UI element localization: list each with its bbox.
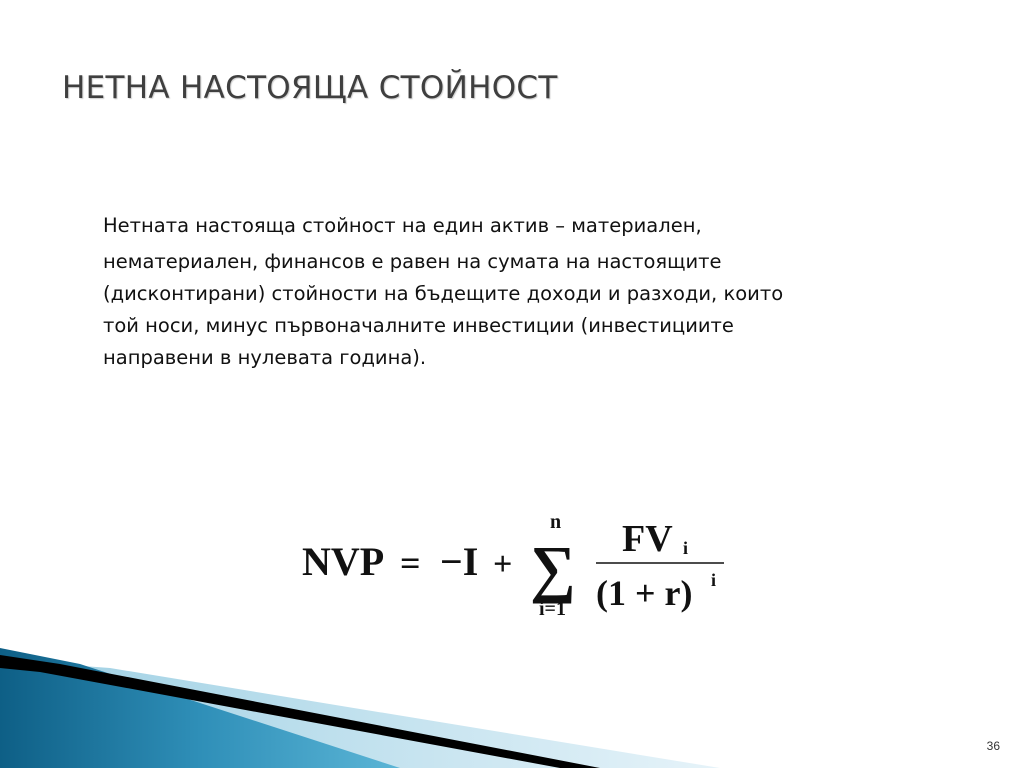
denominator: (1 + r) (596, 573, 693, 613)
formula-minus-i: −I (440, 539, 479, 584)
denominator-exponent: i (711, 570, 717, 590)
formula-plus: + (493, 546, 513, 583)
paragraph-line: той носи, минус първоначалните инвестиции (инвестициите (103, 314, 734, 337)
paragraph-line: направени в нулевата година). (103, 346, 427, 369)
slide-title: НЕТНА НАСТОЯЩА СТОЙНОСТ (62, 70, 558, 106)
formula-equals: = (400, 543, 421, 583)
page-number: 36 (986, 739, 1000, 753)
paragraph-line: нематериален, финансов е равен на сумата на настоящите (103, 250, 722, 273)
numerator-subscript: i (683, 538, 689, 558)
paragraph-line: (дисконтирани) стойности на бъдещите доходи и разходи, които (103, 282, 784, 305)
sum-symbol: ∑ (530, 533, 576, 604)
sum-lower-limit: i=1 (539, 598, 566, 620)
sum-upper-limit: n (550, 511, 562, 533)
paragraph-line: Нетната настояща стойност на един актив – материален, (103, 214, 702, 237)
formula-lhs: NVP (302, 539, 385, 584)
numerator: FV (622, 518, 673, 560)
